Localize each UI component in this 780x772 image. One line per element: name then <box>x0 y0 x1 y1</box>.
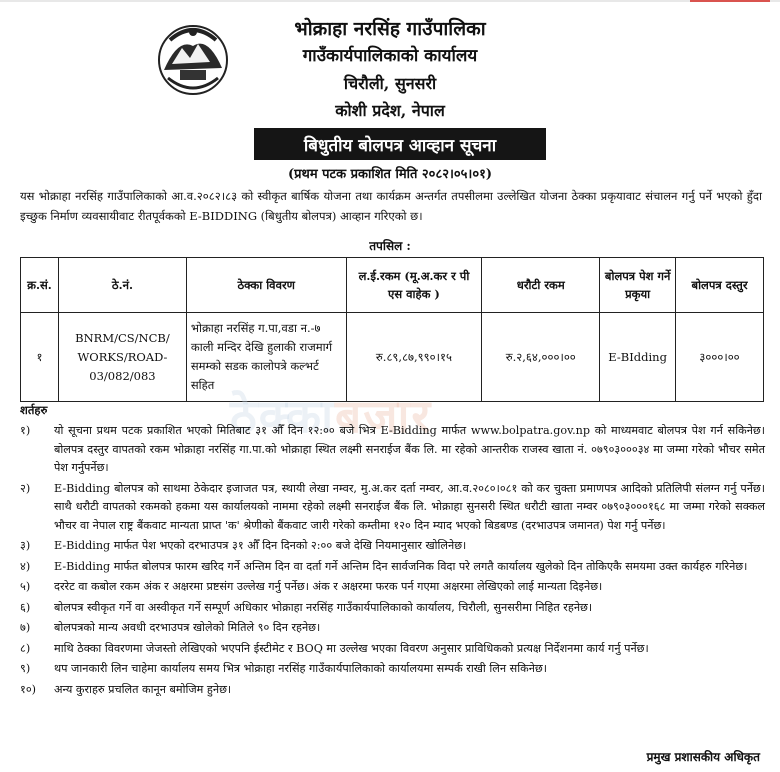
province-name: कोशी प्रदेश, नेपाल <box>335 101 445 120</box>
watermark-part1: ठेक्का <box>230 389 336 443</box>
condition-text: यो सूचना प्रथम पटक प्रकाशित भएको मितिबाट ३१ औँ दिन १२:०० बजे भित्र E-Bidding मार्फत www.bolpatra.gov.np को माध्यमवाट बोलपत्र पेश गर्न सकिनेछ। बोलपत्र दस्तुर वापतको रकम भोक्राहा नरसिंह गा.पा.को भोक्राहा स्थित लक्ष्मी सनराईज बैंक लि. मा रहेको आन्तरीक राजस्व खाता नं. ०७९०३०००३४ मा जम्मा गरेको भौचर समेत पेश गर्नुपर्नेछ। <box>54 424 765 474</box>
col-serial: क्र.सं. <box>21 258 59 313</box>
condition-number: ६) <box>20 600 31 614</box>
col-bid-security: धरौटी रकम <box>482 258 600 313</box>
condition-text: बोलपत्रको मान्य अवधी दरभाउपत्र खोलेको मितिले ९० दिन रहनेछ। <box>54 621 321 634</box>
condition-number: ७) <box>20 621 31 634</box>
condition-text: माथि ठेक्का विवरणमा जेजस्तो लेखिएको भएपनि ईस्टीमेट र BOQ मा उल्लेख भएका विवरण अनुसार प्राविधिकको प्रत्यक्ष निर्देशनमा कार्य गर्नु पर्नेछ। <box>54 641 649 655</box>
cell-contract-details: भोक्राहा नरसिंह ग.पा,वडा न.-७ काली मन्दिर देखि हुलाकी राजमार्ग समम्को सडक कालोपत्रे कल्भर्ट सहित <box>186 313 346 402</box>
col-bid-fee: बोलपत्र दस्तुर <box>676 258 764 313</box>
condition-number: २) <box>20 481 31 495</box>
list-item <box>20 422 765 478</box>
condition-number: ४) <box>20 559 31 573</box>
col-contract-details: ठेक्का विवरण <box>186 258 346 313</box>
list-item <box>20 578 765 597</box>
top-accent-line <box>690 0 770 2</box>
conditions-list <box>20 422 765 701</box>
notice-title: बिधुतीय बोलपत्र आव्हान सूचना <box>254 128 546 160</box>
condition-number: ३) <box>20 539 31 552</box>
intro-paragraph: यस भोक्राहा नरसिंह गाउँपालिकाको आ.व.२०८२।८३ को स्वीकृत बार्षिक योजना तथा कार्यक्रम अन्तर्गत तपसीलमा उल्लेखित योजना ठेक्का प्रकृयावाट संचालन गर्नु पर्ने भएको हुँदा इच्छुक निर्माण व्यवसायीवाट रीतपूर्वकको E-BIDDING (बिधुतीय बोलपत्र) आव्हान गरिएको छ। <box>20 189 762 223</box>
top-border <box>0 0 780 2</box>
condition-number: ९) <box>20 662 31 675</box>
bid-table <box>20 257 764 402</box>
cell-bid-security: रु.२,६४,०००।०० <box>482 313 600 402</box>
list-item <box>20 480 765 536</box>
schedule-label: तपसिल : <box>369 239 411 253</box>
condition-text: E-Bidding बोलपत्र को साथमा ठेकेदार इजाजत पत्र, स्थायी लेखा नम्वर, मु.अ.कर दर्ता नम्वर, आ.व.२०८०।०८१ को कर चुक्ता प्रमाणपत्र आदिको प्रतिलिपी संलग्न गर्नु पर्नेछ। साथै धरौटी वापतको रकमको हकमा यस कार्यालयको नाममा रहेको लक्ष्मी सनराईज बैंक लि. भोक्राहा सुनसरी स्थित धरौटी खाता नम्वर ०७९०३०००१६८ मा जम्मा गरेको सक्कल भौचर वा नेपाल राष्ट्र बैंकवाट मान्यता प्राप्त 'क' श्रेणीको बैंकवाट जारी गरेको कम्तीमा १२० दिन म्याद भएको बिडबण्ड (दरभाउपत्र जमानत) पेश गर्नु पर्नेछ। <box>54 481 765 532</box>
cell-bid-fee: ३०००।०० <box>676 313 764 402</box>
cell-serial: १ <box>21 313 59 402</box>
list-item <box>20 619 765 638</box>
signoff: प्रमुख प्रशासकीय अधिकृत <box>646 750 760 764</box>
list-item <box>20 537 765 556</box>
condition-text: दररेट वा कबोल रकम अंक र अक्षरमा प्रष्टसंग उल्लेख गर्नु पर्नेछ। अंक र अक्षरमा फरक पर्न गएमा अक्षरमा लेखिएको लाई मान्यता दिइनेछ। <box>54 580 603 593</box>
condition-text: थप जानकारी लिन चाहेमा कार्यालय समय भित्र भोक्राहा नरसिंह गाउँकार्यपालिकाको कार्यालयमा सम्पर्क राखी लिन सकिनेछ। <box>54 662 547 675</box>
condition-number: १) <box>20 424 31 437</box>
condition-text: बोलपत्र स्वीकृत गर्ने वा अस्वीकृत गर्ने सम्पूर्ण अधिकार भोक्राहा नरसिंह गाउँकार्यपालिकाको कार्यालय, चिरौली, सुनसरीमा निहित रहनेछ। <box>54 600 593 614</box>
condition-text: E-Bidding मार्फत बोलपत्र फारम खरिद गर्ने अन्तिम दिन वा दर्ता गर्ने अन्तिम दिन सार्वजनिक विदा परे लगतै कार्यालय खुलेको दिन तोकिएकै समयमा उक्त कार्यहरु गरिनेछ। <box>54 559 748 573</box>
list-item <box>20 640 765 659</box>
condition-number: ८) <box>20 641 31 655</box>
list-item <box>20 660 765 679</box>
cell-cost-estimate: रु.८९,८७,९९०।१५ <box>346 313 482 402</box>
watermark-part2: बजार <box>335 389 433 443</box>
list-item <box>20 681 765 700</box>
table-row <box>21 313 764 402</box>
conditions-title: शर्तहरु <box>20 403 48 417</box>
condition-text: अन्य कुराहरु प्रचलित कानून बमोजिम हुनेछ। <box>54 682 232 696</box>
published-date: (प्रथम पटक प्रकाशित मिति २०८२।०५।०१) <box>287 167 493 182</box>
condition-text: E-Bidding मार्फत पेश भएको दरभाउपत्र ३१ औँ दिन दिनको २:०० बजे देखि नियमानुसार खोलिनेछ। <box>54 539 467 552</box>
office-header <box>210 16 570 124</box>
municipality-name: भोक्राहा नरसिंह गाउँपालिका <box>294 18 486 40</box>
condition-number: १०) <box>20 682 36 696</box>
col-contract-no: ठे.नं. <box>58 258 186 313</box>
table-header-row <box>21 258 764 313</box>
list-item <box>20 599 765 618</box>
list-item <box>20 558 765 577</box>
col-submission-process: बोलपत्र पेश गर्ने प्रकृया <box>600 258 676 313</box>
office-location: चिरौली, सुनसरी <box>343 74 437 93</box>
cell-submission-process: E-BIdding <box>600 313 676 402</box>
cell-contract-no: BNRM/CS/NCB/ WORKS/ROAD-03/082/083 <box>58 313 186 402</box>
col-cost-estimate: ल.ई.रकम (मू.अ.कर र पी एस वाहेक ) <box>346 258 482 313</box>
condition-number: ५) <box>20 580 31 593</box>
office-name: गाउँकार्यपालिकाको कार्यालय <box>302 46 478 66</box>
